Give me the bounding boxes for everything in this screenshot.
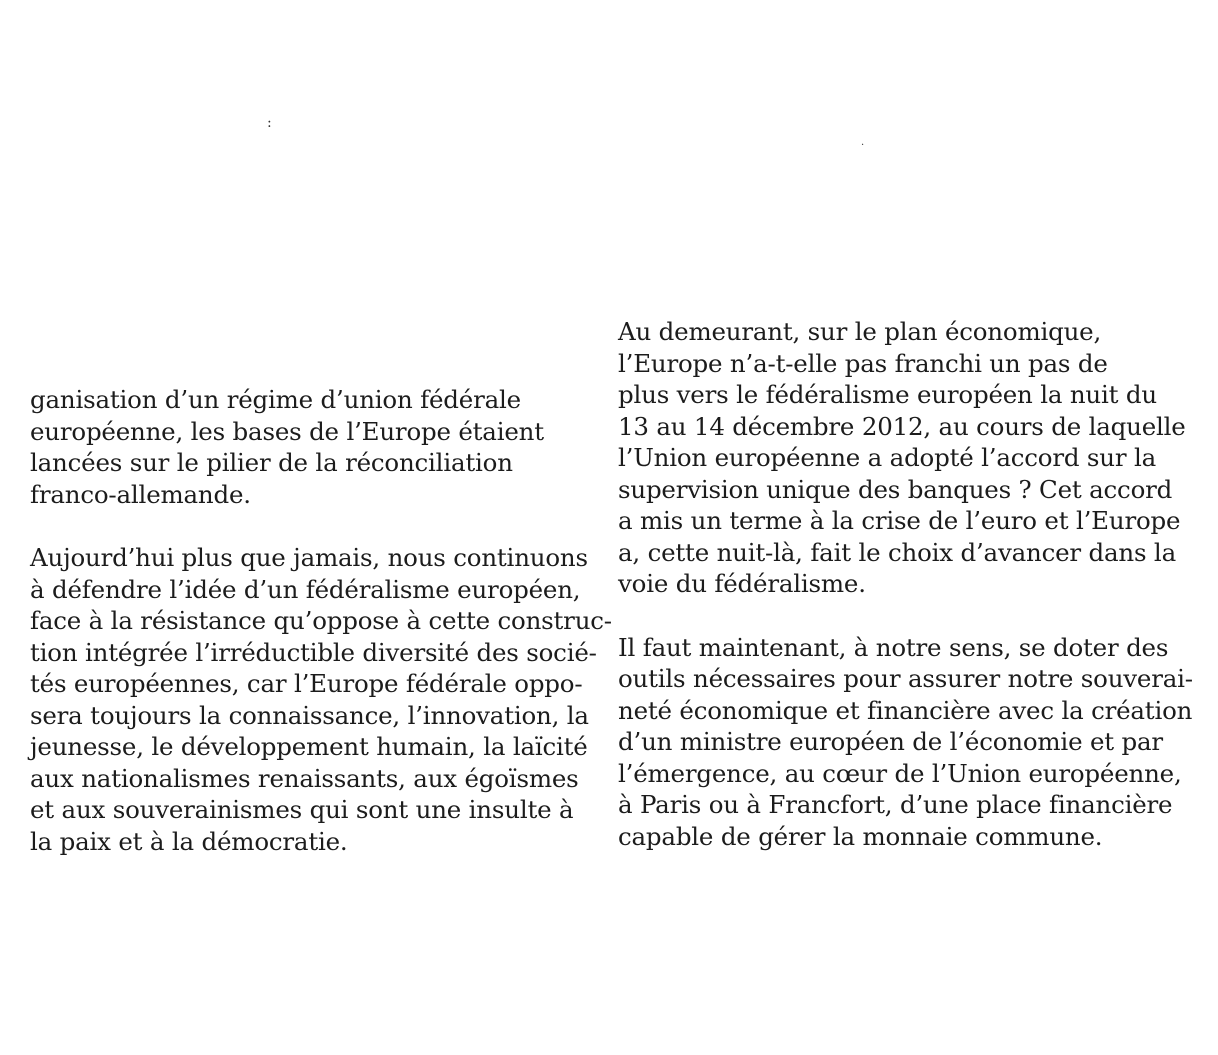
text-line: 13 au 14 décembre 2012, au cours de laquelle — [618, 411, 1186, 441]
text-line: tion intégrée l’irréductible diversité des socié- — [30, 637, 597, 667]
text-line: sera toujours la connaissance, l’innovation, la — [30, 700, 589, 730]
text-line: a mis un terme à la crise de l’euro et l’Europe — [618, 506, 1181, 535]
text-line: franco-allemande. — [30, 479, 251, 509]
text-line: à défendre l’idée d’un fédéralisme européen, — [30, 574, 581, 604]
scan-speck: . — [861, 137, 865, 148]
left-text-column — [30, 384, 610, 857]
text-line: supervision unique des banques ? Cet accord — [618, 474, 1173, 504]
text-line: l’émergence, au cœur de l’Union européenne, — [618, 758, 1182, 788]
text-line: Il faut maintenant, à notre sens, se doter des — [618, 632, 1169, 662]
paragraph-gap — [618, 600, 1198, 632]
paragraph — [30, 384, 610, 510]
paragraph-gap — [30, 510, 610, 542]
text-line: Au demeurant, sur le plan économique, — [618, 317, 1102, 346]
text-line: l’Union européenne a adopté l’accord sur la — [618, 443, 1157, 472]
text-line: lancées sur le pilier de la réconciliation — [30, 448, 513, 477]
scan-speck: : — [267, 115, 272, 131]
text-line: outils nécessaires pour assurer notre souverai- — [618, 664, 1193, 693]
text-line: l’Europe n’a-t-elle pas franchi un pas de — [618, 348, 1108, 378]
text-line: jeunesse, le développement humain, la laïcité — [30, 732, 588, 761]
text-line: et aux souverainismes qui sont une insulte à — [30, 795, 574, 824]
text-line: aux nationalismes renaissants, aux égoïsmes — [30, 763, 579, 793]
text-line: européenne, les bases de l’Europe étaient — [30, 416, 544, 446]
text-line: neté économique et financière avec la création — [618, 695, 1193, 725]
text-line: d’un ministre européen de l’économie et par — [618, 727, 1163, 756]
text-line: capable de gérer la monnaie commune. — [618, 821, 1103, 851]
text-line: a, cette nuit-là, fait le choix d’avancer dans la — [618, 537, 1176, 567]
paragraph — [30, 542, 610, 857]
paragraph — [618, 632, 1198, 853]
text-line: ganisation d’un régime d’union fédérale — [30, 385, 521, 414]
text-line: à Paris ou à Francfort, d’une place financière — [618, 790, 1173, 819]
text-line: Aujourd’hui plus que jamais, nous continuons — [30, 543, 588, 572]
text-line: tés européennes, car l’Europe fédérale oppo- — [30, 669, 583, 698]
text-line: face à la résistance qu’oppose à cette construc- — [30, 606, 612, 635]
text-line: plus vers le fédéralisme européen la nuit du — [618, 380, 1157, 409]
text-line: voie du fédéralisme. — [618, 569, 866, 598]
right-text-column — [618, 316, 1198, 852]
text-line: la paix et à la démocratie. — [30, 826, 348, 856]
paragraph — [618, 316, 1198, 600]
